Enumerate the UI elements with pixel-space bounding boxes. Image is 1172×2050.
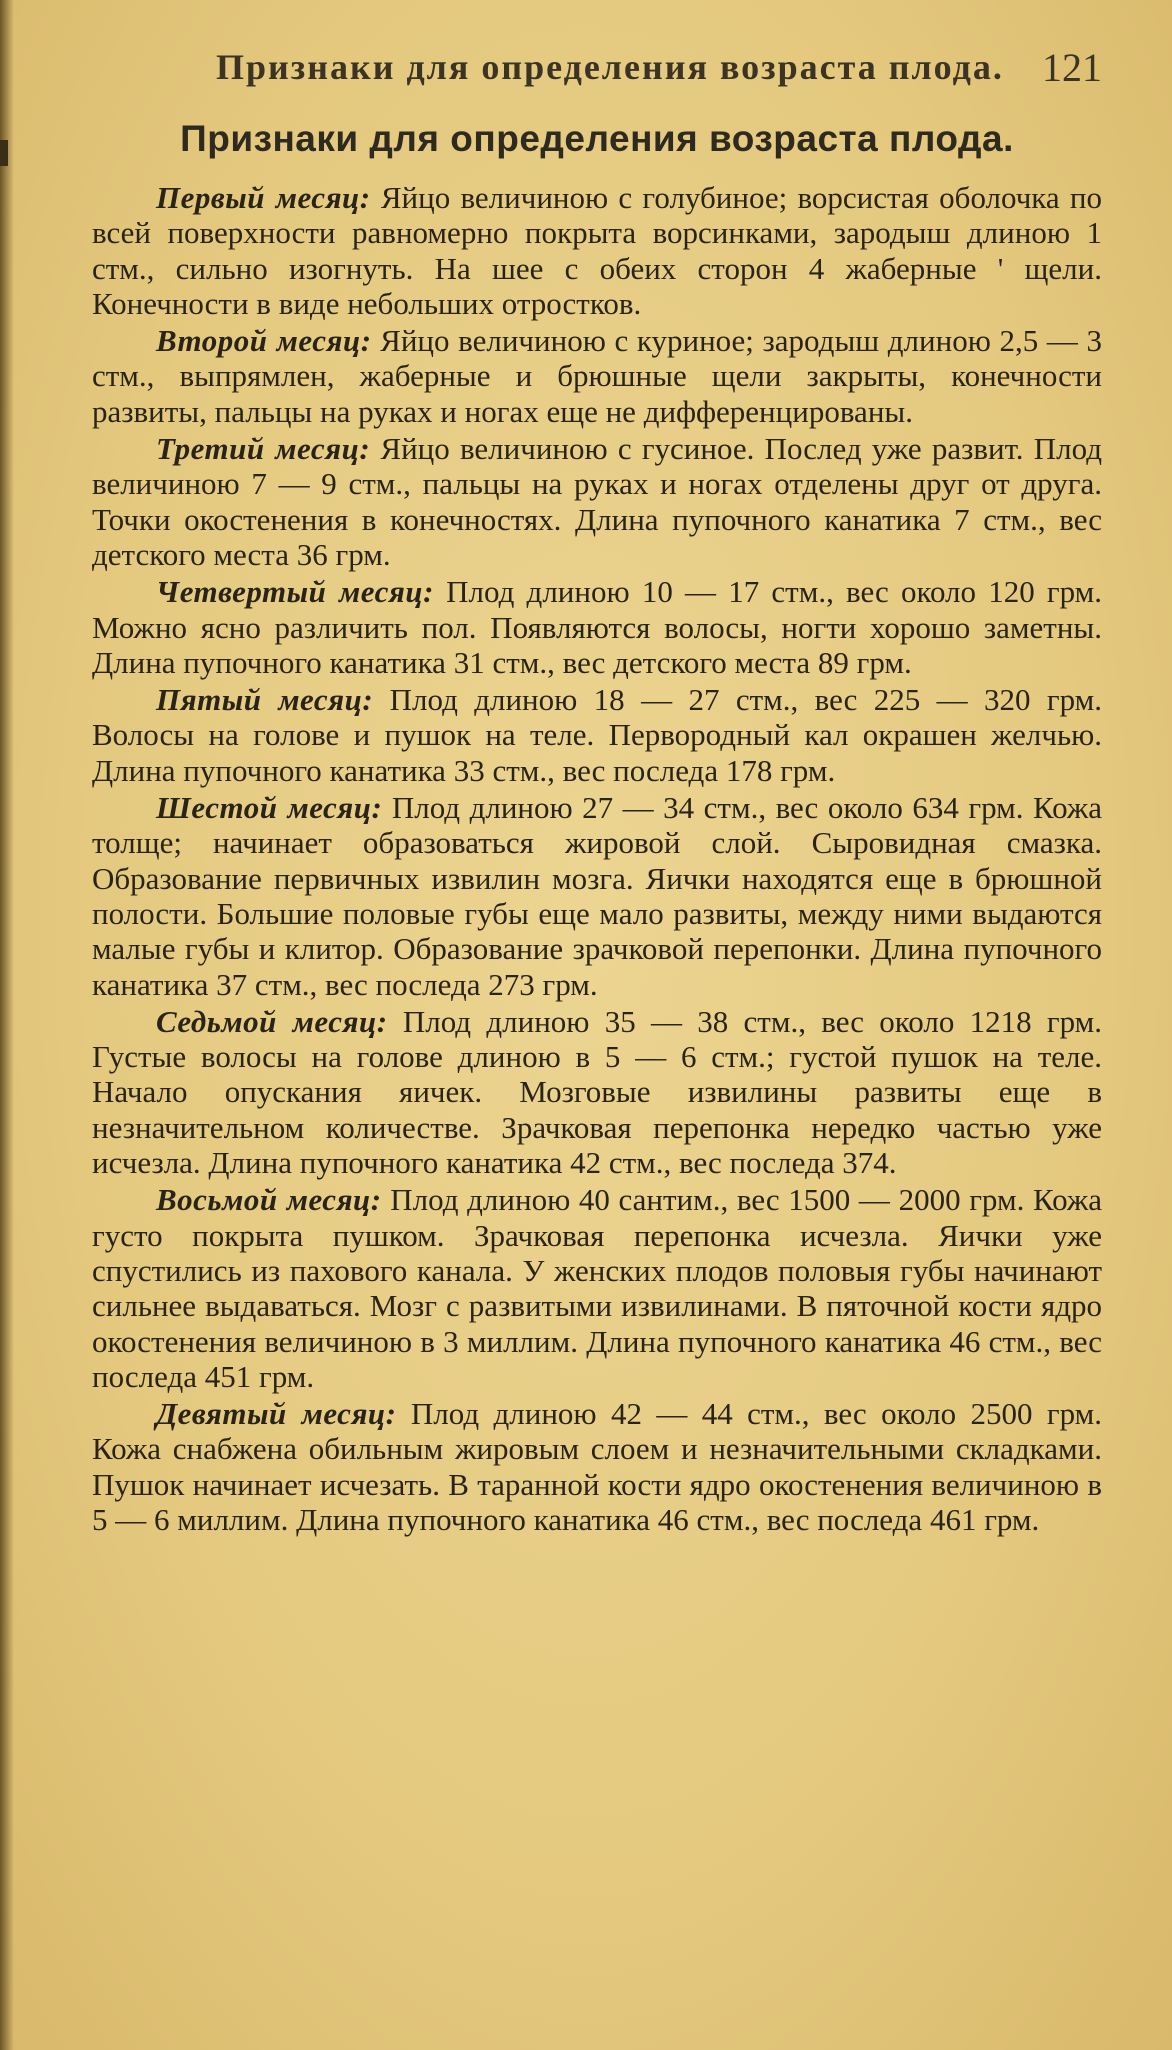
running-head xyxy=(92,44,1102,94)
month-label: Девятый месяц: xyxy=(156,1396,397,1432)
running-title: Признаки для определения возраста плода. xyxy=(216,47,1004,87)
month-description: Плод длиною 40 сантим., вес 1500 — 2000 грм. Кожа густо покрыта пушком. Зрачковая перепонка исчезла. Яички уже спустились из пахового канала. У женских плодов половыя губы начинают сильнее выдаваться. Мозг с развитыми извилинами. В пяточной кости ядро окостенения величиною в 3 миллим. Длина пупочного канатика 46 стм., вес последа 451 грм. xyxy=(92,1182,1103,1394)
month-description: Яйцо величиною с куриное; зародыш длиною 2,5 — 3 стм., выпрямлен, жаберные и брюшные щели закрыты, конечности развиты, пальцы на руках и ногах еще не дифференцированы. xyxy=(92,323,1102,429)
paragraph-month-1 xyxy=(92,180,1102,321)
paragraph-month-3 xyxy=(92,431,1102,572)
month-label: Второй месяц: xyxy=(156,323,372,359)
month-label: Шестой месяц: xyxy=(156,790,383,826)
paragraph-month-6 xyxy=(92,790,1102,1002)
month-label: Третий месяц: xyxy=(156,431,371,467)
spine-mark xyxy=(0,140,8,166)
paragraph-month-8 xyxy=(92,1182,1102,1394)
month-description: Плод длиною 27 — 34 стм., вес около 634 грм. Кожа толще; начинает образоваться жировой слой. Сыровидная смазка. Образование первичных извилин мозга. Яички находятся еще в брюшной полости. Большие половые губы еще мало развиты, между ними выдаются малые губы и клитор. Образование зрачковой перепонки. Длина пупочного канатика 37 стм., вес последа 273 грм. xyxy=(92,790,1103,1002)
paragraph-month-4 xyxy=(92,574,1102,680)
month-label: Седьмой месяц: xyxy=(156,1003,388,1039)
paragraph-month-2 xyxy=(92,323,1102,429)
body-text xyxy=(92,180,1102,1539)
month-description: Плод длиною 35 — 38 стм., вес около 1218 грм. Густые волосы на голове длиною в 5 — 6 стм.; густой пушок на теле. Начало опускания яичек. Мозговые извилины развиты еще в незначительном количестве. Зрачковая перепонка нередко частью уже исчезла. Длина пупочного канатика 42 стм., вес последа 374. xyxy=(92,1003,1102,1181)
month-description: Плод длиною 42 — 44 стм., вес около 2500 грм. Кожа снабжена обильным жировым слоем и незначительными складками. Пушок начинает исчезать. В таранной кости ядро окостенения величиною в 5 — 6 миллим. Длина пупочного канатика 46 стм., вес последа 461 грм. xyxy=(92,1396,1103,1537)
month-description: Яйцо величиною с голубиное; ворсистая оболочка по всей поверхности равномерно покрыта ворсинками, зародыш длиною 1 стм., сильно изогнуть. На шее с обеих сторон 4 жаберные ' щели. Конечности в виде небольших отростков. xyxy=(92,180,1102,321)
paragraph-month-7 xyxy=(92,1004,1102,1180)
section-heading: Признаки для определения возраста плода. xyxy=(180,118,1014,159)
month-description: Плод длиною 18 — 27 стм., вес 225 — 320 грм. Волосы на голове и пушок на теле. Первородный кал окрашен желчью. Длина пупочного канатика 33 стм., вес последа 178 грм. xyxy=(92,682,1103,788)
month-label: Первый месяц: xyxy=(156,180,371,215)
month-description: Плод длиною 10 — 17 стм., вес около 120 грм. Можно ясно различить пол. Появляются волосы, ногти хорошо заметны. Длина пупочного канатика 31 стм., вес детского места 89 грм. xyxy=(92,574,1103,680)
paragraph-month-9 xyxy=(92,1396,1102,1537)
month-description: Яйцо величиною с гусиное. Послед уже развит. Плод величиною 7 — 9 стм., пальцы на руках и ногах отделены друг от друга. Точки окостенения в конечностях. Длина пупочного канатика 7 стм., вес детского места 36 грм. xyxy=(92,431,1102,572)
spine-shadow xyxy=(0,0,14,2050)
month-label: Восьмой месяц: xyxy=(156,1182,382,1218)
page-number: 121 xyxy=(1042,45,1102,90)
month-label: Четвертый месяц: xyxy=(156,574,434,610)
paragraph-month-5 xyxy=(92,682,1102,788)
month-label: Пятый месяц: xyxy=(156,682,374,718)
